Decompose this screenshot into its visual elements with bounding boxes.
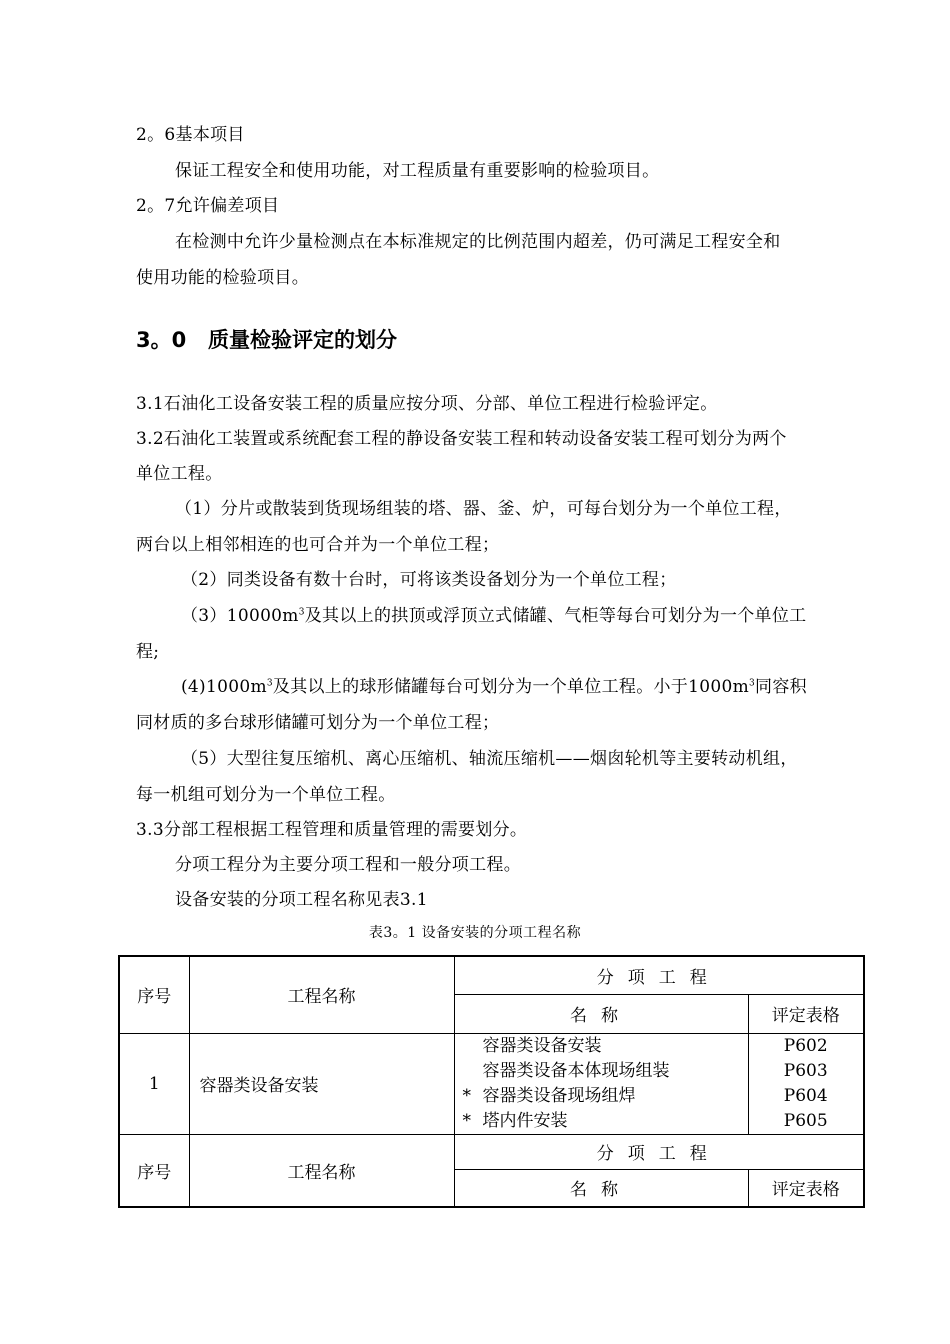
- item-4-middle: 及其以上的球形储罐每台可划分为一个单位工程。小于1000m: [272, 677, 749, 697]
- section-heading: [136, 326, 397, 354]
- paragraph-3-1: 3.1石油化工设备安装工程的质量应按分项、分部、单位工程进行检验评定。: [136, 394, 718, 414]
- item-3-line1: [181, 605, 806, 627]
- superscript-3: 3: [298, 607, 305, 618]
- item-1-line1: （1）分片或散装到货现场组装的塔、器、釜、炉，可每台划分为一个单位工程，: [175, 499, 792, 519]
- superscript-3: 3: [749, 678, 756, 689]
- row-items: [454, 1033, 748, 1134]
- header-form: 评定表格: [748, 1169, 864, 1207]
- paragraph-3-3-a: 分项工程分为主要分项工程和一般分项工程。: [175, 855, 521, 875]
- header-sub-project: 分项工程: [454, 956, 864, 994]
- sub-project-table: [118, 955, 865, 1208]
- header-seq: 序号: [119, 1134, 189, 1207]
- header-name: 名称: [454, 1169, 748, 1207]
- paragraph-3-3: 3.3分部工程根据工程管理和质量管理的需要划分。: [136, 820, 528, 840]
- item-4-suffix: 同容积: [755, 677, 807, 697]
- section-2-7-title: 2。7允许偏差项目: [136, 196, 280, 216]
- section-heading-title: 质量检验评定的划分: [208, 328, 397, 352]
- form-code: P605: [783, 1110, 828, 1131]
- row-seq: 1: [119, 1033, 189, 1134]
- row-forms: [748, 1033, 864, 1134]
- paragraph-3-2-line1: 3.2石油化工装置或系统配套工程的静设备安装工程和转动设备安装工程可划分为两个: [136, 429, 787, 449]
- item-3-prefix: （3）10000m: [181, 606, 299, 626]
- item-4-line1: [181, 676, 807, 698]
- list-item: 容器类设备安装: [482, 1035, 602, 1056]
- row-project-name: 容器类设备安装: [189, 1033, 454, 1134]
- section-2-7-body-line1: 在检测中允许少量检测点在本标准规定的比例范围内超差，仍可满足工程安全和: [175, 232, 781, 252]
- form-code: P602: [783, 1035, 828, 1056]
- form-code: P604: [783, 1085, 828, 1106]
- paragraph-3-2-line2: 单位工程。: [136, 464, 223, 484]
- item-1-line2: 两台以上相邻相连的也可合并为一个单位工程；: [136, 535, 500, 555]
- item-5-line2: 每一机组可划分为一个单位工程。: [136, 785, 396, 805]
- header-project-name: 工程名称: [189, 956, 454, 1033]
- item-4-line2: 同材质的多台球形储罐可划分为一个单位工程；: [136, 713, 500, 733]
- list-item: * 塔内件安装: [462, 1110, 568, 1131]
- section-heading-number: 3。0: [136, 328, 187, 352]
- table-caption: 表3。1 设备安装的分项工程名称: [368, 925, 582, 941]
- item-3-line2: 程;: [136, 642, 160, 662]
- superscript-3: 3: [266, 678, 273, 689]
- item-5-line1: （5）大型往复压缩机、离心压缩机、轴流压缩机——烟囱轮机等主要转动机组，: [181, 749, 798, 769]
- paragraph-3-3-b: 设备安装的分项工程名称见表3.1: [175, 890, 428, 910]
- section-2-6-title: 2。6基本项目: [136, 125, 245, 145]
- list-item: 容器类设备本体现场组装: [482, 1060, 670, 1081]
- form-code: P603: [783, 1060, 828, 1081]
- list-item: * 容器类设备现场组焊: [462, 1085, 636, 1106]
- section-2-6-body: 保证工程安全和使用功能，对工程质量有重要影响的检验项目。: [175, 161, 660, 181]
- header-seq: 序号: [119, 956, 189, 1033]
- item-4-prefix: (4)1000m: [181, 677, 267, 697]
- header-name: 名称: [454, 994, 748, 1033]
- item-3-suffix: 及其以上的拱顶或浮顶立式储罐、气柜等每台可划分为一个单位工: [304, 606, 807, 626]
- table-row: [119, 1033, 864, 1134]
- header-sub-project: 分项工程: [454, 1134, 864, 1169]
- header-project-name: 工程名称: [189, 1134, 454, 1207]
- header-form: 评定表格: [748, 994, 864, 1033]
- section-2-7-body-line2: 使用功能的检验项目。: [136, 268, 309, 288]
- item-2: （2）同类设备有数十台时，可将该类设备划分为一个单位工程；: [181, 570, 677, 590]
